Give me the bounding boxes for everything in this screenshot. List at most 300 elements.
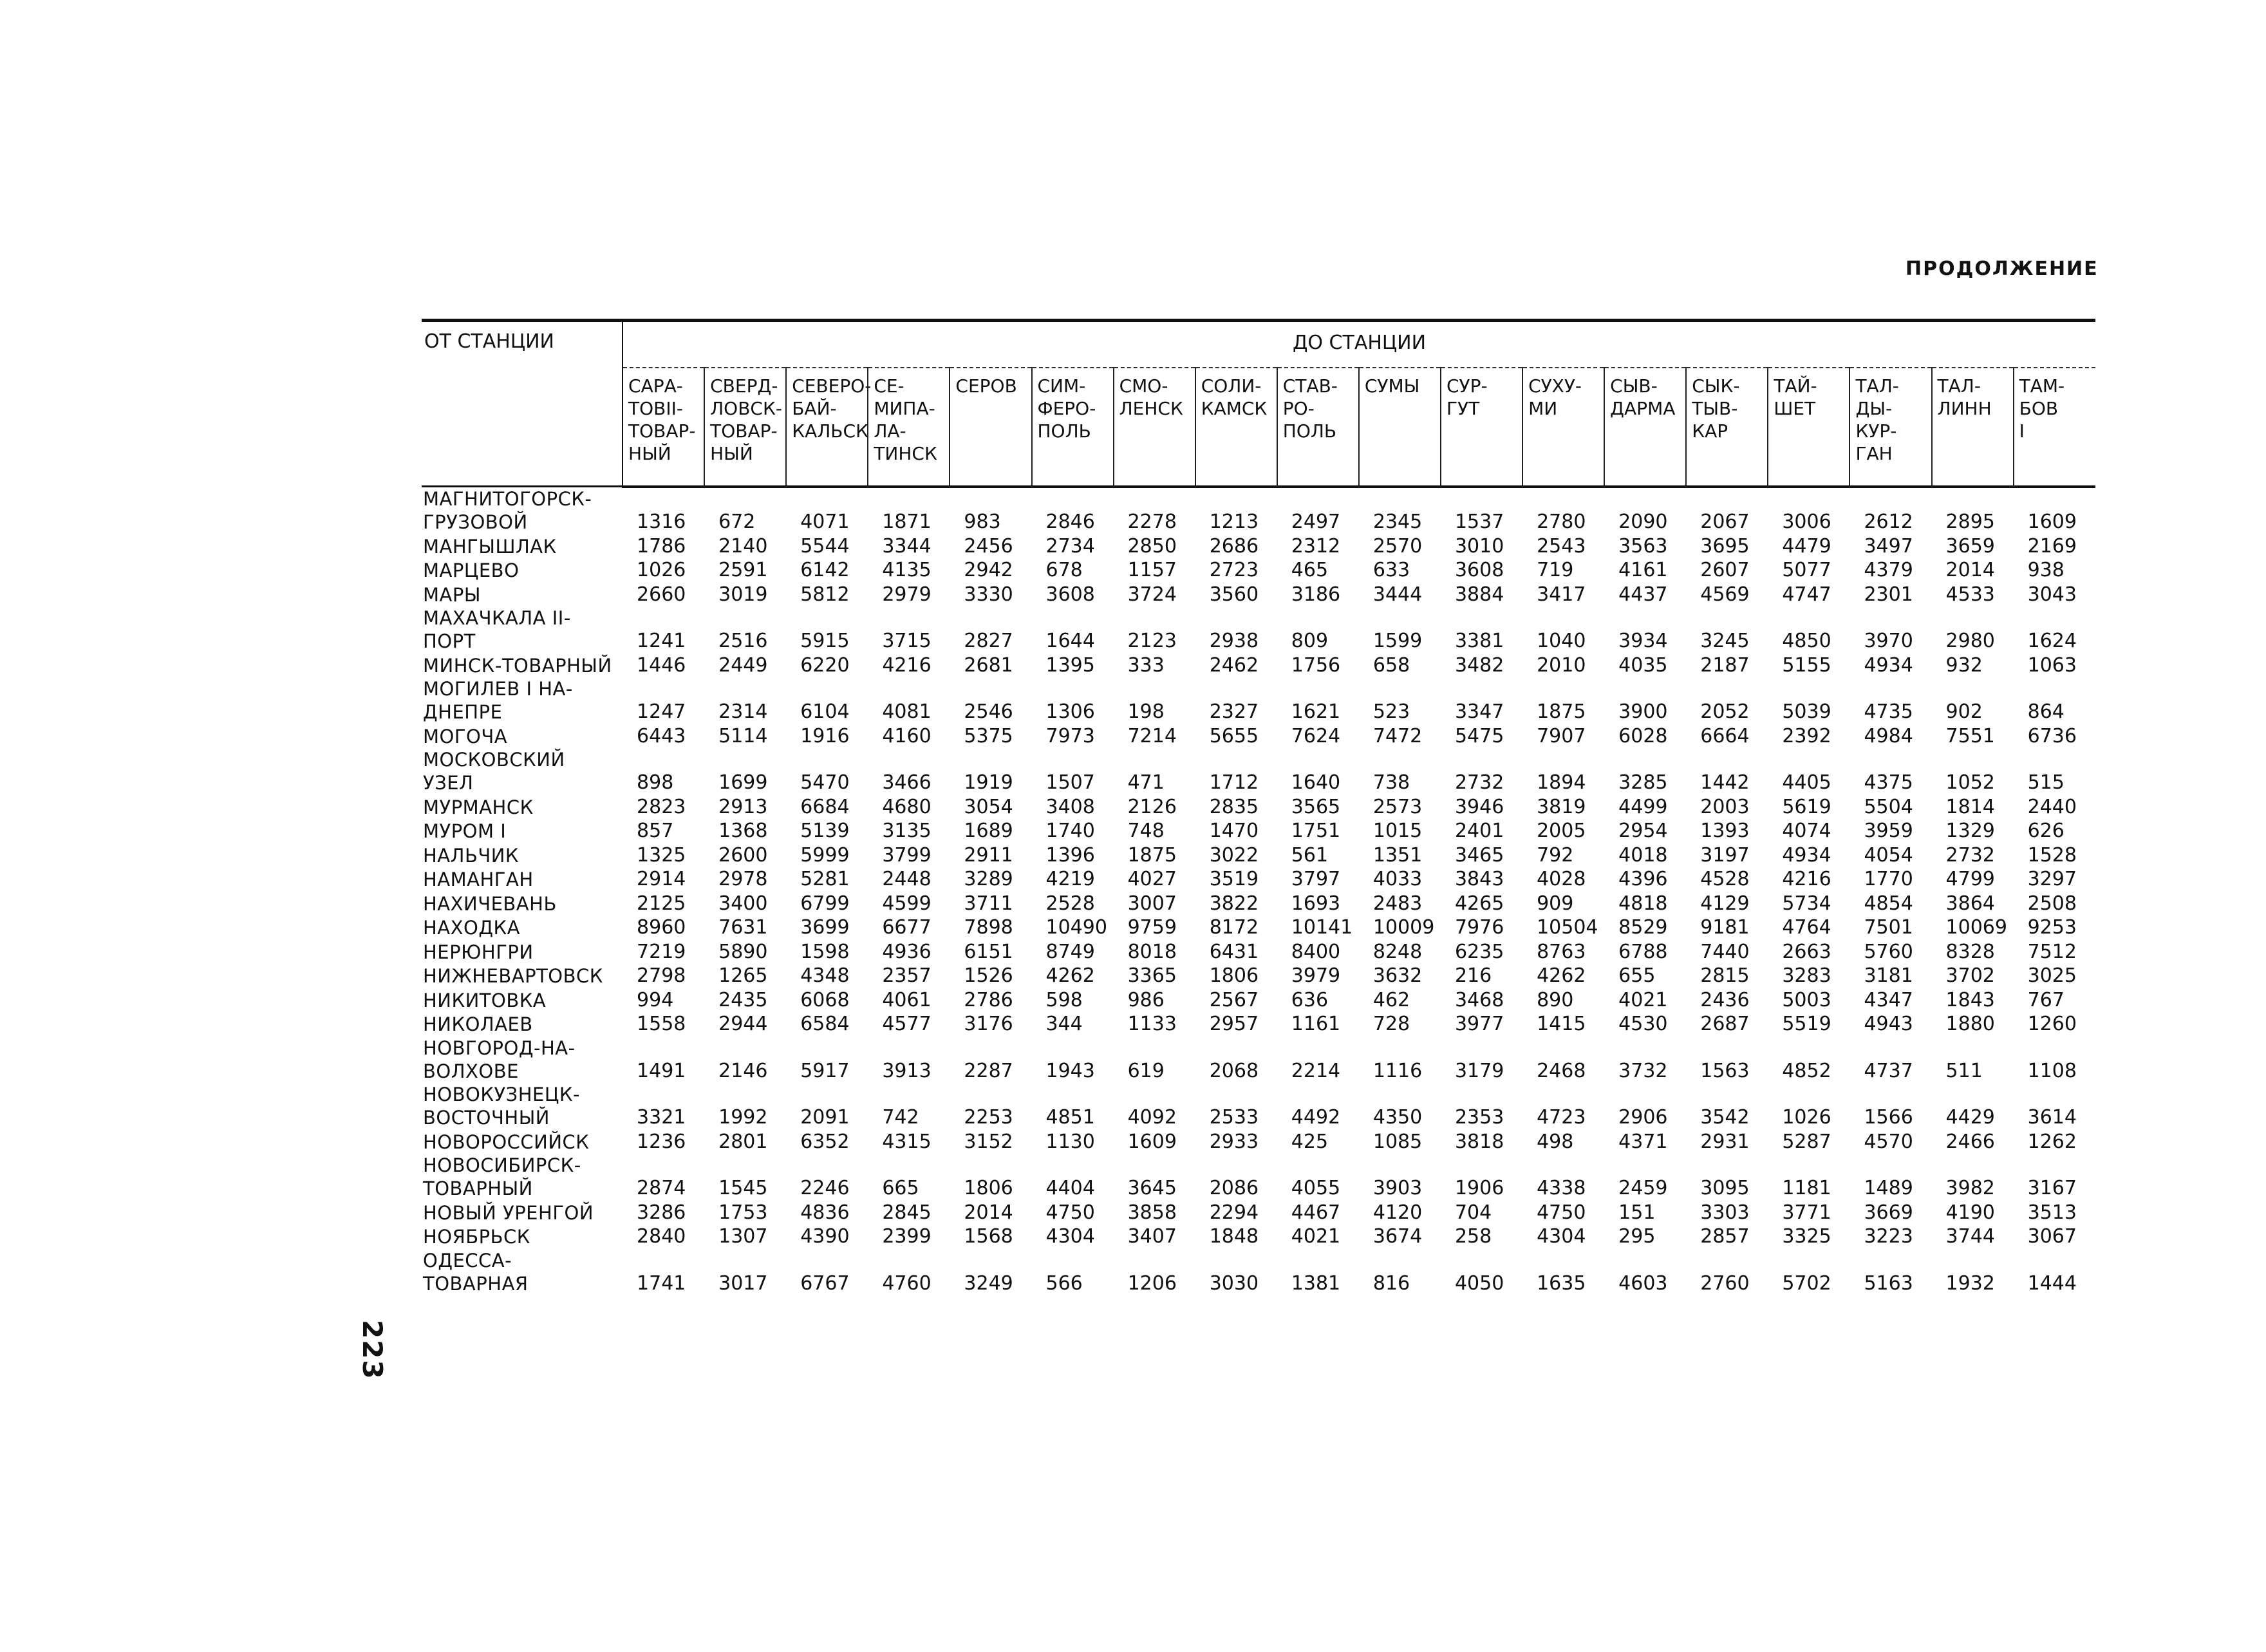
distance-cell: 2086	[1209, 1177, 1259, 1199]
distance-cell: 5999	[800, 843, 850, 867]
distance-cell: 1740	[1045, 820, 1095, 842]
destination-header: СВЕРД- ЛОВСК- ТОВАР- НЫЙ	[704, 368, 786, 487]
distance-cell: 767	[2027, 988, 2065, 1011]
distance-cell: 3285	[1618, 771, 1668, 794]
distance-cell: 2435	[718, 988, 768, 1011]
distance-cell: 1133	[1127, 1013, 1177, 1035]
distance-cell: 1880	[1945, 1013, 1995, 1035]
distance-cell: 4120	[1372, 1201, 1423, 1224]
distance-table-container	[422, 319, 2095, 1295]
distance-cell: 2528	[1045, 892, 1095, 915]
distance-cell: 5544	[800, 534, 850, 558]
distance-cell: 3325	[1782, 1225, 1831, 1248]
distance-cell: 1640	[1291, 771, 1341, 794]
table-row	[422, 748, 2095, 795]
distance-cell: 344	[1045, 1013, 1083, 1035]
distance-cell: 1325	[637, 843, 686, 867]
distance-cell: 672	[718, 511, 756, 533]
distance-cell: 3482	[1454, 653, 1504, 677]
distance-cell: 4028	[1537, 868, 1586, 890]
distance-cell: 598	[1045, 988, 1083, 1011]
distance-cell: 2913	[718, 795, 768, 818]
station-name: МАРЫ	[423, 583, 481, 606]
distance-cell: 2146	[718, 1059, 768, 1082]
distance-cell: 2663	[1782, 940, 1831, 963]
distance-cell: 3303	[1700, 1201, 1750, 1224]
table-row	[422, 606, 2095, 653]
distance-cell: 2287	[964, 1059, 1013, 1082]
distance-cell: 2957	[1209, 1013, 1259, 1035]
distance-cell: 2850	[1127, 534, 1177, 558]
distance-cell: 3466	[882, 771, 932, 794]
distance-cell: 3542	[1700, 1106, 1750, 1129]
distance-cell: 1635	[1537, 1272, 1586, 1295]
distance-cell: 6028	[1618, 724, 1668, 747]
distance-cell: 5760	[1864, 940, 1913, 963]
distance-cell: 1316	[637, 511, 686, 533]
distance-cell: 678	[1045, 559, 1083, 581]
distance-cell: 1393	[1700, 820, 1750, 842]
distance-cell: 1558	[637, 1013, 686, 1035]
distance-cell: 3249	[964, 1272, 1013, 1295]
distance-cell: 2732	[1454, 771, 1504, 794]
distance-cell: 1368	[718, 820, 768, 842]
distance-cell: 3167	[2027, 1177, 2077, 1199]
distance-cell: 1806	[1209, 964, 1259, 987]
distance-cell: 1843	[1945, 988, 1995, 1011]
distance-cell: 10490	[1045, 916, 1107, 939]
distance-cell: 3006	[1782, 511, 1831, 533]
distance-cell: 633	[1372, 559, 1410, 581]
distance-cell: 1712	[1209, 771, 1259, 794]
distance-cell: 5163	[1864, 1272, 1913, 1295]
destination-header: САРА- ТОВII- ТОВАР- НЫЙ	[623, 368, 704, 487]
destination-header: СУР- ГУТ	[1441, 368, 1522, 487]
distance-cell: 3019	[718, 583, 768, 606]
distance-cell: 3330	[964, 583, 1013, 606]
distance-cell: 5812	[800, 583, 850, 606]
distance-cell: 4570	[1864, 1130, 1913, 1153]
distance-cell: 1052	[1945, 771, 1995, 794]
distance-cell: 2786	[964, 988, 1013, 1011]
distance-cell: 4160	[882, 724, 932, 747]
destination-header: СУХУ- МИ	[1522, 368, 1604, 487]
distance-cell: 3608	[1454, 559, 1504, 581]
table-row	[422, 558, 2095, 583]
distance-cell: 938	[2027, 559, 2065, 581]
distance-cell: 636	[1291, 988, 1329, 1011]
distance-cell: 1395	[1045, 653, 1095, 677]
distance-cell: 3017	[718, 1272, 768, 1295]
station-name: НОВЫЙ УРЕНГОЙ	[423, 1201, 594, 1224]
distance-cell: 4304	[1537, 1225, 1586, 1248]
distance-cell: 2612	[1864, 511, 1913, 533]
distance-cell: 1526	[964, 964, 1013, 987]
table-row	[422, 964, 2095, 988]
station-name: МОГОЧА	[423, 725, 508, 747]
distance-cell: 1241	[637, 630, 686, 652]
distance-cell: 4262	[1045, 964, 1095, 987]
destination-header: ТАЛ- ДЫ- КУР- ГАН	[1849, 368, 1931, 487]
distance-cell: 4737	[1864, 1059, 1913, 1082]
distance-cell: 2246	[800, 1177, 850, 1199]
distance-cell: 4943	[1864, 1013, 1913, 1035]
distance-cell: 1247	[637, 700, 686, 723]
distance-cell: 7501	[1864, 916, 1913, 939]
distance-cell: 5917	[800, 1059, 850, 1082]
distance-cell: 1015	[1372, 820, 1423, 842]
distance-cell: 8749	[1045, 940, 1095, 963]
distance-cell: 2357	[882, 964, 932, 987]
distance-cell: 2840	[637, 1225, 686, 1248]
distance-cell: 1609	[1127, 1130, 1177, 1153]
distance-cell: 2440	[2027, 795, 2077, 818]
distance-cell: 4347	[1864, 988, 1913, 1011]
distance-cell: 4764	[1782, 916, 1831, 939]
distance-cell: 2660	[637, 583, 686, 606]
distance-cell: 5655	[1209, 724, 1259, 747]
distance-cell: 6068	[800, 988, 850, 1011]
distance-cell: 4851	[1045, 1106, 1095, 1129]
distance-cell: 3843	[1454, 868, 1504, 890]
distance-cell: 566	[1045, 1272, 1083, 1295]
distance-cell: 4429	[1945, 1106, 1995, 1129]
distance-cell: 1528	[2027, 843, 2077, 867]
distance-cell: 2090	[1618, 511, 1668, 533]
distance-cell: 1351	[1372, 843, 1423, 867]
distance-cell: 8172	[1209, 916, 1259, 939]
distance-cell: 3344	[882, 534, 932, 558]
station-name: ОДЕССА- ТОВАРНАЯ	[423, 1249, 529, 1295]
table-row	[422, 534, 2095, 559]
distance-cell: 4265	[1454, 892, 1504, 915]
distance-cell: 4603	[1618, 1272, 1668, 1295]
distance-cell: 986	[1127, 988, 1165, 1011]
distance-cell: 295	[1618, 1225, 1656, 1248]
continuation-label: ПРОДОЛЖЕНИЕ	[1906, 258, 2099, 280]
distance-cell: 2448	[882, 868, 932, 890]
distance-cell: 511	[1945, 1059, 1983, 1082]
distance-cell: 2938	[1209, 630, 1259, 652]
distance-cell: 2466	[1945, 1130, 1995, 1153]
distance-cell: 4055	[1291, 1177, 1341, 1199]
distance-cell: 1236	[637, 1130, 686, 1153]
distance-cell: 4018	[1618, 843, 1668, 867]
distance-cell: 2067	[1700, 511, 1750, 533]
distance-cell: 498	[1537, 1130, 1574, 1153]
distance-cell: 2533	[1209, 1106, 1259, 1129]
distance-cell: 2801	[718, 1130, 768, 1153]
distance-cell: 3934	[1618, 630, 1668, 652]
distance-cell: 561	[1291, 843, 1329, 867]
distance-cell: 4405	[1782, 771, 1831, 794]
distance-cell: 4528	[1700, 868, 1750, 890]
distance-cell: 4375	[1864, 771, 1913, 794]
distance-cell: 3818	[1454, 1130, 1504, 1153]
distance-cell: 2014	[964, 1201, 1013, 1224]
distance-cell: 2543	[1537, 534, 1586, 558]
distance-cell: 1624	[2027, 630, 2077, 652]
distance-cell: 4350	[1372, 1106, 1423, 1129]
distance-cell: 2944	[718, 1013, 768, 1035]
distance-cell: 5734	[1782, 892, 1831, 915]
distance-cell: 6767	[800, 1272, 850, 1295]
distance-cell: 3982	[1945, 1177, 1995, 1199]
distance-cell: 704	[1454, 1201, 1492, 1224]
distance-cell: 4081	[882, 700, 932, 723]
distance-cell: 2931	[1700, 1130, 1750, 1153]
distance-cell: 3959	[1864, 820, 1913, 842]
distance-cell: 6220	[800, 653, 850, 677]
distance-cell: 4216	[882, 653, 932, 677]
distance-cell: 2125	[637, 892, 686, 915]
table-row	[422, 1130, 2095, 1154]
distance-cell: 2895	[1945, 511, 1995, 533]
destination-header: СЫВ- ДАРМА	[1604, 368, 1686, 487]
distance-cell: 1545	[718, 1177, 768, 1199]
station-name: НЕРЮНГРИ	[423, 941, 534, 963]
distance-cell: 1871	[882, 511, 932, 533]
station-name: НИКОЛАЕВ	[423, 1013, 533, 1036]
distance-cell: 1444	[2027, 1272, 2077, 1295]
station-name: МУРМАНСК	[423, 796, 534, 818]
distance-cell: 1026	[1782, 1106, 1831, 1129]
distance-cell: 3007	[1127, 892, 1177, 915]
destination-header: СТАВ- РО- ПОЛЬ	[1277, 368, 1359, 487]
distance-cell: 10504	[1537, 916, 1598, 939]
distance-cell: 5003	[1782, 988, 1831, 1011]
distance-cell: 5375	[964, 724, 1013, 747]
page-number: 223	[357, 1320, 388, 1380]
distance-cell: 792	[1537, 843, 1574, 867]
distance-cell: 1507	[1045, 771, 1095, 794]
distance-cell: 1875	[1127, 843, 1177, 867]
table-header	[422, 321, 2095, 487]
distance-cell: 4021	[1291, 1225, 1341, 1248]
distance-cell: 1770	[1864, 868, 1913, 890]
distance-cell: 4818	[1618, 892, 1668, 915]
distance-cell: 7472	[1372, 724, 1423, 747]
distance-cell: 3407	[1127, 1225, 1177, 1248]
table-body	[422, 487, 2095, 1296]
distance-cell: 864	[2027, 700, 2065, 723]
distance-cell: 3223	[1864, 1225, 1913, 1248]
distance-cell: 2401	[1454, 820, 1504, 842]
distance-cell: 1741	[637, 1272, 686, 1295]
distance-cell: 6736	[2027, 724, 2077, 747]
distance-cell: 2546	[964, 700, 1013, 723]
distance-cell: 3030	[1209, 1272, 1259, 1295]
distance-cell: 3565	[1291, 795, 1341, 818]
distance-cell: 8960	[637, 916, 686, 939]
distance-cell: 4035	[1618, 653, 1668, 677]
distance-cell: 4379	[1864, 559, 1913, 581]
distance-cell: 4936	[882, 940, 932, 963]
distance-cell: 2573	[1372, 795, 1423, 818]
distance-cell: 3135	[882, 820, 932, 842]
distance-cell: 4190	[1945, 1201, 1995, 1224]
distance-cell: 4135	[882, 559, 932, 581]
distance-cell: 2732	[1945, 843, 1995, 867]
distance-cell: 1756	[1291, 653, 1341, 677]
distance-cell: 1491	[637, 1059, 686, 1082]
distance-cell: 1260	[2027, 1013, 2077, 1035]
distance-cell: 2516	[718, 630, 768, 652]
destination-header: СЕВЕРО- БАЙ- КАЛЬСК	[786, 368, 868, 487]
distance-cell: 6788	[1618, 940, 1668, 963]
distance-cell: 7440	[1700, 940, 1750, 963]
distance-cell: 1753	[718, 1201, 768, 1224]
distance-cell: 3417	[1537, 583, 1586, 606]
distance-cell: 890	[1537, 988, 1574, 1011]
distance-cell: 4836	[800, 1201, 850, 1224]
station-name: НОЯБРЬСК	[423, 1226, 530, 1248]
distance-cell: 4499	[1618, 795, 1668, 818]
distance-cell: 1599	[1372, 630, 1423, 652]
distance-cell: 748	[1127, 820, 1165, 842]
distance-cell: 3186	[1291, 583, 1341, 606]
destination-header-row	[422, 368, 2095, 487]
distance-cell: 5039	[1782, 700, 1831, 723]
distance-cell: 3699	[800, 916, 850, 939]
from-station-header: ОТ СТАНЦИИ	[422, 321, 623, 487]
distance-cell: 1442	[1700, 771, 1750, 794]
station-name: НАХИЧЕВАНЬ	[423, 892, 557, 915]
distance-cell: 2327	[1209, 700, 1259, 723]
table-row	[422, 988, 2095, 1013]
distance-cell: 258	[1454, 1225, 1492, 1248]
distance-cell: 3067	[2027, 1225, 2077, 1248]
distance-cell: 2911	[964, 843, 1013, 867]
station-name: МОГИЛЕВ I НА- ДНЕПРЕ	[423, 678, 573, 724]
table-row	[422, 1154, 2095, 1201]
distance-cell: 3283	[1782, 964, 1831, 987]
distance-cell: 7624	[1291, 724, 1341, 747]
table-row	[422, 1037, 2095, 1084]
distance-cell: 7512	[2027, 940, 2077, 963]
distance-cell: 4092	[1127, 1106, 1177, 1129]
distance-cell: 4021	[1618, 988, 1668, 1011]
distance-cell: 3614	[2027, 1106, 2077, 1129]
distance-cell: 2278	[1127, 511, 1177, 533]
distance-cell: 5287	[1782, 1130, 1831, 1153]
distance-cell: 10009	[1372, 916, 1435, 939]
distance-cell: 4129	[1700, 892, 1750, 915]
distance-cell: 4934	[1782, 843, 1831, 867]
distance-cell: 3900	[1618, 700, 1668, 723]
distance-cell: 2456	[964, 534, 1013, 558]
distance-cell: 4050	[1454, 1272, 1504, 1295]
distance-cell: 2345	[1372, 511, 1423, 533]
distance-cell: 6352	[800, 1130, 850, 1153]
distance-cell: 4404	[1045, 1177, 1095, 1199]
distance-cell: 3946	[1454, 795, 1504, 818]
distance-cell: 3903	[1372, 1177, 1423, 1199]
distance-cell: 3659	[1945, 534, 1995, 558]
distance-cell: 465	[1291, 559, 1329, 581]
distance-cell: 2734	[1045, 534, 1095, 558]
distance-cell: 9181	[1700, 916, 1750, 939]
distance-cell: 8763	[1537, 940, 1586, 963]
distance-cell: 6677	[882, 916, 932, 939]
distance-cell: 902	[1945, 700, 1983, 723]
distance-cell: 1919	[964, 771, 1013, 794]
distance-cell: 2314	[718, 700, 768, 723]
distance-cell: 471	[1127, 771, 1165, 794]
distance-cell: 3674	[1372, 1225, 1423, 1248]
distance-cell: 4161	[1618, 559, 1668, 581]
distance-cell: 9253	[2027, 916, 2077, 939]
station-name: МАРЦЕВО	[423, 559, 520, 582]
distance-cell: 6584	[800, 1013, 850, 1035]
distance-cell: 619	[1127, 1059, 1165, 1082]
destination-header: ТАМ- БОВ I	[2014, 368, 2095, 487]
table-row	[422, 843, 2095, 868]
distance-cell: 5114	[718, 724, 768, 747]
distance-cell: 1306	[1045, 700, 1095, 723]
distance-cell: 4854	[1864, 892, 1913, 915]
distance-cell: 4750	[1045, 1201, 1095, 1224]
station-name: НАМАНГАН	[423, 868, 534, 891]
distance-cell: 5702	[1782, 1272, 1831, 1295]
distance-cell: 857	[637, 820, 674, 842]
distance-cell: 2845	[882, 1201, 932, 1224]
distance-cell: 2052	[1700, 700, 1750, 723]
distance-cell: 1932	[1945, 1272, 1995, 1295]
distance-cell: 3560	[1209, 583, 1259, 606]
distance-cell: 3771	[1782, 1201, 1831, 1224]
distance-cell: 3970	[1864, 630, 1913, 652]
distance-cell: 4074	[1782, 820, 1831, 842]
distance-cell: 4934	[1864, 653, 1913, 677]
distance-cell: 2607	[1700, 559, 1750, 581]
distance-cell: 3797	[1291, 868, 1341, 890]
distance-cell: 2798	[637, 964, 686, 987]
distance-cell: 4027	[1127, 868, 1177, 890]
distance-cell: 2436	[1700, 988, 1750, 1011]
distance-cell: 5504	[1864, 795, 1913, 818]
destination-header: СМО- ЛЕНСК	[1114, 368, 1195, 487]
table-row	[422, 487, 2095, 534]
distance-cell: 1265	[718, 964, 768, 987]
distance-cell: 3297	[2027, 868, 2077, 890]
distance-cell: 1894	[1537, 771, 1586, 794]
distance-cell: 2010	[1537, 653, 1586, 677]
distance-cell: 2483	[1372, 892, 1423, 915]
destination-header: СИМ- ФЕРО- ПОЛЬ	[1032, 368, 1114, 487]
station-name: МИНСК-ТОВАРНЫЙ	[423, 654, 612, 677]
distance-cell: 2005	[1537, 820, 1586, 842]
distance-cell: 3245	[1700, 630, 1750, 652]
distance-cell: 2392	[1782, 724, 1831, 747]
distance-cell: 742	[882, 1106, 919, 1129]
distance-cell: 2681	[964, 653, 1013, 677]
distance-cell: 1026	[637, 559, 686, 581]
distance-cell: 738	[1372, 771, 1410, 794]
distance-cell: 1916	[800, 724, 850, 747]
distance-cell: 4533	[1945, 583, 1995, 606]
distance-cell: 2468	[1537, 1059, 1586, 1082]
distance-cell: 658	[1372, 653, 1410, 677]
distance-cell: 2570	[1372, 534, 1423, 558]
distance-cell: 3408	[1045, 795, 1095, 818]
distance-cell: 6151	[964, 940, 1013, 963]
distance-cell: 1116	[1372, 1059, 1423, 1082]
distance-cell: 2567	[1209, 988, 1259, 1011]
distance-cell: 4735	[1864, 700, 1913, 723]
distance-cell: 2846	[1045, 511, 1095, 533]
distance-cell: 1262	[2027, 1130, 2077, 1153]
